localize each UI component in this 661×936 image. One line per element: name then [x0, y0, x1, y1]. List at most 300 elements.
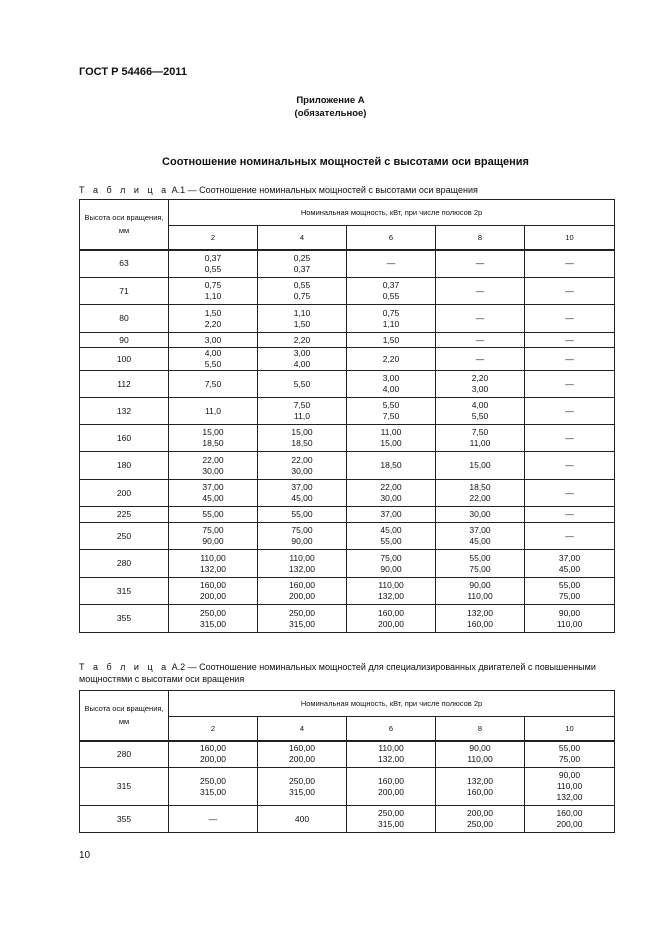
power-value: 110,00 — [200, 552, 226, 563]
table-row — [80, 806, 615, 833]
power-value: 18,50 — [202, 438, 224, 448]
power-value: 160,00 — [556, 808, 583, 818]
power-value: 75,00 — [558, 591, 581, 601]
power-cell — [436, 741, 525, 768]
power-cell — [258, 806, 347, 833]
axis-height-cell: 225 — [80, 507, 169, 523]
power-value: 75,00 — [291, 525, 313, 535]
power-value: 250,00 — [200, 775, 226, 786]
power-cell — [169, 806, 258, 833]
pole-count-header: 4 — [258, 717, 347, 741]
table-row — [80, 398, 615, 425]
power-value: 400 — [294, 813, 310, 824]
power-cell — [169, 480, 258, 507]
power-cell — [525, 523, 615, 550]
power-value: 0,37 — [204, 252, 222, 263]
power-value: 90,00 — [380, 563, 402, 574]
power-cell — [525, 550, 615, 578]
power-value: — — [565, 487, 574, 498]
table-row — [80, 333, 615, 348]
power-value: 45,00 — [469, 536, 491, 546]
power-cell — [347, 278, 436, 305]
power-cell — [169, 333, 258, 348]
table2-caption — [79, 661, 619, 685]
power-value: — — [565, 313, 574, 323]
power-cell — [169, 278, 258, 305]
axis-height-cell: 63 — [80, 250, 169, 278]
table1-caption-text: А.1 — Соотношение номинальных мощностей с высотами оси вращения — [169, 185, 478, 195]
power-cell — [258, 578, 347, 605]
power-value: 7,50 — [204, 378, 222, 389]
power-cell — [436, 333, 525, 348]
section-title: Соотношение номинальных мощностей с высотами оси вращения — [162, 156, 529, 168]
power-cell — [347, 333, 436, 348]
axis-height-header: Высота оси вращения, мм — [80, 691, 169, 741]
power-cell — [258, 605, 347, 633]
power-value: 37,00 — [558, 552, 581, 563]
power-cell — [525, 605, 615, 633]
axis-height-cell: 132 — [80, 398, 169, 425]
pole-count-header: 2 — [169, 717, 258, 741]
power-value: 37,00 — [291, 482, 313, 492]
pole-count-header: 6 — [347, 226, 436, 250]
power-value: — — [565, 353, 574, 364]
power-value: 45,00 — [202, 493, 224, 503]
power-value: 110,00 — [378, 580, 404, 590]
power-value: 22,00 — [380, 482, 402, 492]
power-cell — [436, 452, 525, 480]
annex-status: (обязательное) — [294, 108, 367, 119]
power-value: 18,50 — [469, 482, 491, 492]
pole-count-header: 10 — [525, 226, 615, 250]
power-value: 0,55 — [293, 280, 311, 290]
table2 — [79, 690, 615, 833]
table-row — [80, 578, 615, 605]
power-value: 75,00 — [202, 525, 224, 535]
power-value: 200,00 — [289, 591, 315, 601]
power-cell — [525, 348, 615, 371]
power-value: 5,50 — [293, 378, 311, 389]
table-row — [80, 452, 615, 480]
axis-height-cell: 112 — [80, 371, 169, 398]
axis-height-cell: 250 — [80, 523, 169, 550]
power-value: 200,00 — [200, 754, 226, 765]
power-cell — [169, 425, 258, 452]
power-cell — [436, 250, 525, 278]
power-value: 110,00 — [378, 743, 404, 754]
power-cell — [436, 425, 525, 452]
power-cell — [347, 305, 436, 333]
document-number: ГОСТ Р 54466—2011 — [79, 66, 187, 78]
power-cell — [169, 250, 258, 278]
power-value: 1,10 — [382, 318, 400, 329]
power-value: 132,00 — [289, 563, 315, 574]
power-cell — [258, 768, 347, 806]
power-value: 0,75 — [204, 280, 222, 290]
power-cell — [436, 480, 525, 507]
power-value: 90,00 — [202, 536, 224, 546]
power-value: 200,00 — [556, 819, 583, 829]
power-value: — — [386, 258, 396, 269]
power-value: 315,00 — [200, 786, 226, 797]
power-value: 7,50 — [471, 427, 489, 437]
power-value: 55,00 — [558, 743, 581, 754]
power-cell — [347, 398, 436, 425]
power-cell — [525, 278, 615, 305]
power-cell — [258, 333, 347, 348]
axis-height-cell: 100 — [80, 348, 169, 371]
power-cell — [525, 305, 615, 333]
power-value: 2,20 — [471, 373, 489, 383]
power-value: — — [565, 460, 574, 470]
table-row — [80, 371, 615, 398]
power-value: 1,50 — [204, 307, 222, 318]
power-value: 55,00 — [380, 536, 402, 546]
power-value: 4,00 — [471, 400, 489, 410]
power-cell — [436, 806, 525, 833]
power-value: 0,75 — [293, 291, 311, 301]
power-value: 30,00 — [380, 493, 402, 503]
axis-height-cell: 200 — [80, 480, 169, 507]
table-row — [80, 278, 615, 305]
power-cell — [525, 578, 615, 605]
power-value: 110,00 — [289, 552, 315, 563]
power-value: 11,0 — [205, 405, 221, 416]
power-value: 30,00 — [469, 509, 491, 519]
power-value: 5,50 — [471, 411, 489, 421]
power-cell — [525, 333, 615, 348]
power-value: 0,37 — [382, 280, 400, 290]
power-value: 55,00 — [291, 509, 313, 519]
power-value: 90,00 — [469, 580, 491, 590]
power-value: — — [565, 432, 574, 443]
page-number: 10 — [79, 850, 91, 861]
power-value: 160,00 — [289, 743, 315, 754]
power-value: 200,00 — [200, 591, 226, 601]
power-value: 5,50 — [204, 359, 222, 369]
power-cell — [258, 371, 347, 398]
power-cell — [347, 371, 436, 398]
power-value: 4,00 — [204, 348, 222, 358]
power-header: Номинальная мощность, кВт, при числе полюсов 2р — [169, 200, 615, 226]
power-value: 160,00 — [200, 743, 226, 754]
power-cell — [436, 507, 525, 523]
axis-height-cell: 315 — [80, 578, 169, 605]
power-value: 1,50 — [382, 334, 400, 345]
power-cell — [347, 480, 436, 507]
power-value: 15,00 — [469, 460, 491, 470]
axis-height-cell: 90 — [80, 333, 169, 348]
power-cell — [525, 806, 615, 833]
power-cell — [169, 523, 258, 550]
power-cell — [436, 768, 525, 806]
power-value: 315,00 — [289, 786, 315, 797]
power-value: 250,00 — [289, 607, 315, 618]
power-value: 160,00 — [467, 618, 493, 629]
power-value: 22,00 — [202, 454, 224, 465]
table-row — [80, 507, 615, 523]
power-value: 45,00 — [291, 493, 313, 503]
power-value: 55,00 — [202, 509, 224, 519]
power-cell — [258, 305, 347, 333]
power-value: 90,00 — [558, 607, 581, 618]
power-value: 55,00 — [558, 580, 581, 590]
power-value: 75,00 — [469, 563, 491, 574]
power-value: — — [475, 313, 485, 323]
power-value: 45,00 — [380, 525, 402, 535]
power-value: — — [475, 353, 485, 364]
power-cell — [347, 605, 436, 633]
table-row — [80, 425, 615, 452]
power-value: 11,0 — [294, 411, 310, 421]
table-row — [80, 480, 615, 507]
power-value: 132,00 — [378, 754, 404, 765]
power-cell — [347, 250, 436, 278]
power-cell — [347, 741, 436, 768]
power-cell — [525, 768, 615, 806]
power-cell — [258, 278, 347, 305]
power-value: 200,00 — [289, 754, 315, 765]
table-row — [80, 348, 615, 371]
power-value: — — [208, 813, 218, 824]
axis-height-cell: 80 — [80, 305, 169, 333]
power-cell — [347, 452, 436, 480]
table2-caption-text: А.2 — Соотношение номинальных мощностей для специализированных двигателей с повышенными мощностями с высотами оси вращения — [79, 662, 596, 684]
power-value: 37,00 — [202, 482, 224, 492]
power-cell — [347, 507, 436, 523]
power-value: 4,00 — [293, 359, 311, 369]
power-value: 11,00 — [469, 438, 491, 448]
power-value: 45,00 — [558, 563, 581, 574]
axis-height-header: Высота оси вращения, мм — [80, 200, 169, 250]
power-value: — — [475, 285, 485, 296]
power-value: 1,10 — [204, 291, 222, 301]
power-value: 0,37 — [293, 263, 311, 274]
pole-count-header: 6 — [347, 717, 436, 741]
table-row — [80, 605, 615, 633]
table-row — [80, 250, 615, 278]
power-value: 250,00 — [467, 819, 493, 829]
power-value: 37,00 — [469, 525, 491, 535]
power-value: 250,00 — [378, 808, 404, 818]
table-row — [80, 305, 615, 333]
table-row — [80, 550, 615, 578]
power-cell — [258, 348, 347, 371]
power-cell — [169, 768, 258, 806]
power-cell — [436, 398, 525, 425]
power-value: — — [565, 334, 574, 345]
power-value: 315,00 — [200, 618, 226, 629]
pole-count-header: 8 — [436, 717, 525, 741]
table-row — [80, 768, 615, 806]
power-cell — [169, 348, 258, 371]
power-cell — [258, 550, 347, 578]
power-cell — [436, 348, 525, 371]
power-cell — [169, 550, 258, 578]
power-cell — [347, 578, 436, 605]
power-value: 200,00 — [378, 618, 404, 629]
power-value: 3,00 — [204, 334, 222, 345]
pole-count-header: 10 — [525, 717, 615, 741]
axis-height-cell: 315 — [80, 768, 169, 806]
power-cell — [169, 605, 258, 633]
power-cell — [347, 768, 436, 806]
power-value: 160,00 — [378, 775, 404, 786]
power-cell — [347, 806, 436, 833]
power-cell — [258, 741, 347, 768]
power-value: 2,20 — [293, 334, 311, 345]
power-cell — [436, 278, 525, 305]
power-cell — [347, 523, 436, 550]
power-value: 132,00 — [378, 591, 404, 601]
table-row — [80, 523, 615, 550]
power-value: — — [475, 258, 485, 269]
power-value: 22,00 — [291, 454, 313, 465]
power-value: 90,00 — [291, 536, 313, 546]
table-row — [80, 741, 615, 768]
power-value: 132,00 — [200, 563, 226, 574]
power-cell — [525, 250, 615, 278]
power-value: — — [565, 285, 574, 296]
table1-caption-prefix: Т а б л и ц а — [79, 185, 170, 195]
power-cell — [436, 371, 525, 398]
table1-caption — [79, 184, 619, 196]
power-cell — [525, 425, 615, 452]
power-cell — [436, 605, 525, 633]
power-cell — [169, 741, 258, 768]
power-value: 3,00 — [471, 384, 489, 394]
power-value: 132,00 — [556, 792, 583, 802]
axis-height-cell: 280 — [80, 741, 169, 768]
power-cell — [258, 523, 347, 550]
power-value: 3,00 — [382, 373, 400, 383]
power-value: — — [475, 334, 485, 345]
power-cell — [258, 480, 347, 507]
power-value: 110,00 — [467, 591, 493, 601]
power-value: — — [565, 258, 574, 269]
power-cell — [525, 398, 615, 425]
power-value: 75,00 — [380, 552, 402, 563]
power-value: — — [565, 509, 574, 519]
power-cell — [169, 371, 258, 398]
power-value: 2,20 — [382, 353, 400, 364]
power-cell — [436, 550, 525, 578]
power-value: 110,00 — [556, 781, 583, 791]
power-value: 160,00 — [200, 580, 226, 590]
power-value: 2,20 — [204, 318, 222, 329]
power-value: 160,00 — [378, 607, 404, 618]
power-value: 7,50 — [293, 400, 311, 410]
power-value: 90,00 — [469, 743, 491, 754]
power-value: 0,25 — [293, 252, 311, 263]
power-cell — [258, 250, 347, 278]
power-value: 200,00 — [467, 808, 493, 818]
power-value: 55,00 — [469, 552, 491, 563]
table1 — [79, 199, 615, 633]
power-value: 160,00 — [467, 786, 493, 797]
power-value: 160,00 — [289, 580, 315, 590]
power-value: 132,00 — [467, 607, 493, 618]
power-cell — [258, 398, 347, 425]
power-value: — — [565, 405, 574, 416]
pole-count-header: 4 — [258, 226, 347, 250]
power-value: 250,00 — [200, 607, 226, 618]
power-cell — [169, 452, 258, 480]
power-value: 30,00 — [291, 465, 313, 476]
power-value: 250,00 — [289, 775, 315, 786]
power-value: 0,55 — [204, 263, 222, 274]
power-value: 0,55 — [382, 291, 400, 301]
power-value: 22,00 — [469, 493, 491, 503]
power-value: 200,00 — [378, 786, 404, 797]
power-value: 110,00 — [556, 618, 583, 629]
power-cell — [347, 425, 436, 452]
power-cell — [258, 507, 347, 523]
axis-height-cell: 160 — [80, 425, 169, 452]
power-value: — — [565, 378, 574, 389]
power-cell — [525, 452, 615, 480]
table2-caption-prefix: Т а б л и ц а — [79, 662, 170, 672]
power-value: 132,00 — [467, 775, 493, 786]
power-cell — [258, 425, 347, 452]
power-value: 18,50 — [380, 460, 402, 470]
power-value: 30,00 — [202, 465, 224, 476]
power-value: 0,75 — [382, 307, 400, 318]
power-value: 37,00 — [380, 509, 402, 519]
axis-height-cell: 71 — [80, 278, 169, 305]
axis-height-cell: 355 — [80, 605, 169, 633]
power-value: 15,00 — [380, 438, 402, 448]
power-cell — [169, 578, 258, 605]
pole-count-header: 8 — [436, 226, 525, 250]
power-cell — [436, 305, 525, 333]
power-value: 4,00 — [382, 384, 400, 394]
power-value: 5,50 — [382, 400, 400, 410]
power-cell — [436, 523, 525, 550]
power-value: 3,00 — [293, 348, 311, 358]
power-value: 75,00 — [558, 754, 581, 765]
power-cell — [169, 305, 258, 333]
power-value: 90,00 — [558, 770, 581, 780]
power-value: 11,00 — [380, 427, 402, 437]
power-header: Номинальная мощность, кВт, при числе полюсов 2р — [169, 691, 615, 717]
power-cell — [258, 452, 347, 480]
axis-height-cell: 355 — [80, 806, 169, 833]
power-value: 315,00 — [289, 618, 315, 629]
power-cell — [525, 741, 615, 768]
axis-height-cell: 180 — [80, 452, 169, 480]
power-value: 110,00 — [467, 754, 493, 765]
annex-title: Приложение А — [296, 95, 365, 106]
power-value: 7,50 — [382, 411, 400, 421]
power-cell — [169, 398, 258, 425]
axis-height-cell: 280 — [80, 550, 169, 578]
power-value: 18,50 — [291, 438, 313, 448]
power-value: 15,00 — [202, 427, 224, 437]
power-cell — [525, 480, 615, 507]
power-value: 15,00 — [291, 427, 313, 437]
power-value: 1,50 — [293, 318, 311, 329]
power-cell — [169, 507, 258, 523]
power-value: 1,10 — [293, 307, 311, 318]
pole-count-header: 2 — [169, 226, 258, 250]
power-cell — [347, 550, 436, 578]
power-value: 315,00 — [378, 819, 404, 829]
power-cell — [347, 348, 436, 371]
power-value: — — [565, 530, 574, 541]
power-cell — [436, 578, 525, 605]
power-cell — [525, 371, 615, 398]
